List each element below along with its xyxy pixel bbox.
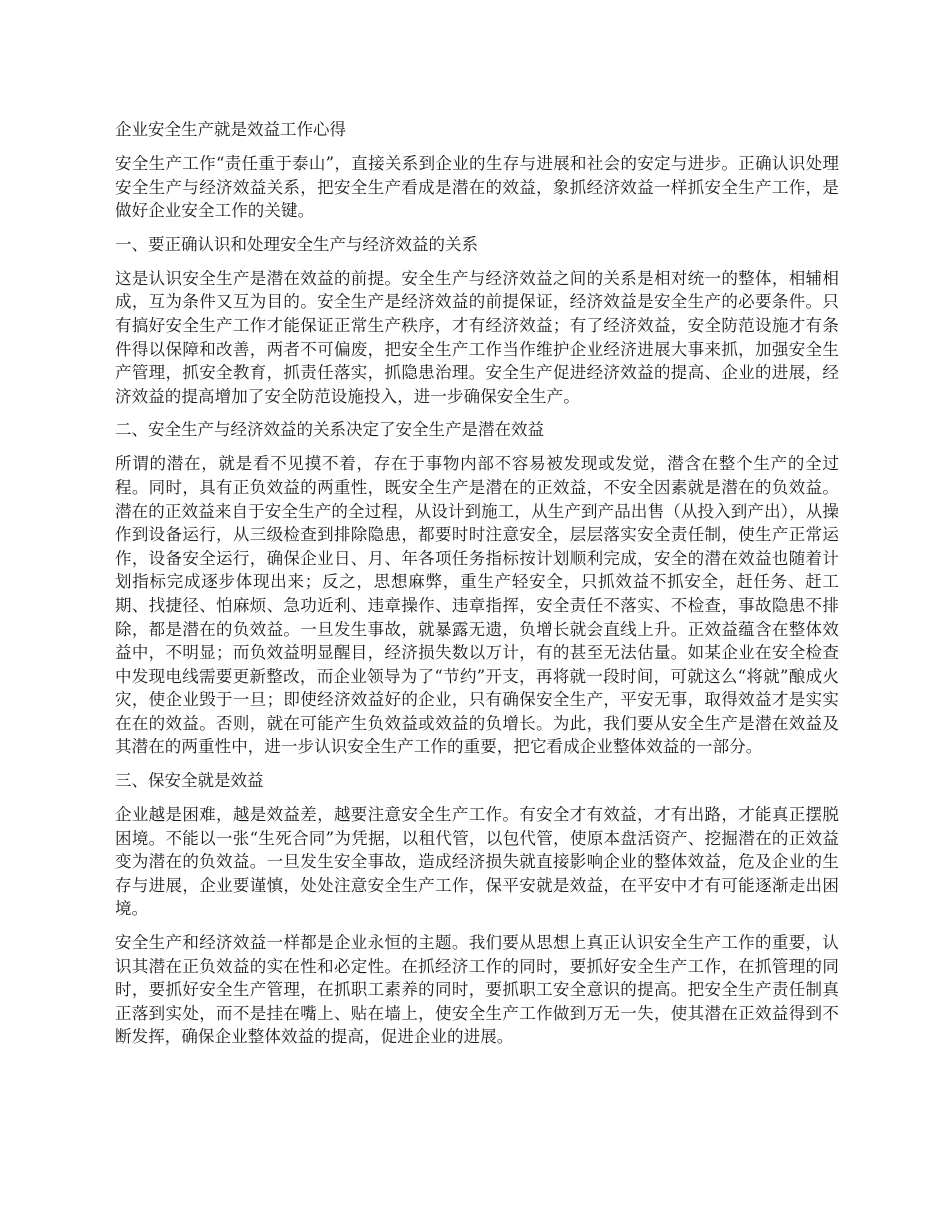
closing-paragraph: 安全生产和经济效益一样都是企业永恒的主题。我们要从思想上真正认识安全生产工作的重要，认识其潜在正负效益的实在性和必定性。在抓经济工作的同时，要抓好安全生产工作，在抓管理的同时，要抓好安全生产管理，在抓职工素养的同时，要抓职工安全意识的提高。把安全生产责任制真正落到实处，而不是挂在嘴上、贴在墙上，使安全生产工作做到万无一失，使其潜在正效益得到不断发挥，确保企业整体效益的提高，促进企业的进展。 bbox=[115, 933, 839, 1047]
section-heading: 二、安全生产与经济效益的关系决定了安全生产是潜在效益 bbox=[115, 420, 544, 440]
section-heading: 三、保安全就是效益 bbox=[115, 771, 264, 791]
section-1 bbox=[115, 233, 839, 409]
intro-paragraph: 安全生产工作“责任重于泰山”，直接关系到企业的生存与进展和社会的安定与进步。正确认识处理安全生产与经济效益关系，把安全生产看成是潜在的效益，象抓经济效益一样抓安全生产工作，是做好企业安全工作的关键。 bbox=[115, 154, 839, 221]
section-paragraph: 这是认识安全生产是潜在效益的前提。安全生产与经济效益之间的关系是相对统一的整体，相辅相成，互为条件又互为目的。安全生产是经济效益的前提保证，经济效益是安全生产的必要条件。只有搞好安全生产工作才能保证正常生产秩序，才有经济效益；有了经济效益，安全防范设施才有条件得以保障和改善，两者不可偏废，把安全生产工作当作维护企业经济进展大事来抓，加强安全生产管理，抓安全教育，抓责任落实，抓隐患治理。安全生产促进经济效益的提高、企业的进展，经济效益的提高增加了安全防范设施投入，进一步确保安全生产。 bbox=[115, 268, 839, 406]
section-paragraph: 企业越是困难，越是效益差，越要注意安全生产工作。有安全才有效益，才有出路，才能真正摆脱困境。不能以一张“生死合同”为凭据，以租代管，以包代管，使原本盘活资产、挖掘潜在的正效益变为潜在的负效益。一旦发生安全事故，造成经济损失就直接影响企业的整体效益，危及企业的生存与进展，企业要谨慎，处处注意安全生产工作，保平安就是效益，在平安中才有可能逐渐走出困境。 bbox=[115, 805, 839, 919]
section-paragraph: 所谓的潜在，就是看不见摸不着，存在于事物内部不容易被发现或发觉，潜含在整个生产的全过程。同时，具有正负效益的两重性，既安全生产是潜在的正效益，不安全因素就是潜在的负效益。潜在的正效益来自于安全生产的全过程，从设计到施工，从生产到产品出售（从投入到产出），从操作到设备运行，从三级检查到排除隐患，都要时时注意安全，层层落实安全责任制，使生产正常运作，设备安全运行，确保企业日、月、年各项任务指标按计划顺利完成，安全的潜在效益也随着计划指标完成逐步体现出来；反之，思想麻弊，重生产轻安全，只抓效益不抓安全，赶任务、赶工期、找捷径、怕麻烦、急功近利、违章操作、违章指挥，安全责任不落实、不检查，事故隐患不排除，都是潜在的负效益。一旦发生事故，就暴露无遗，负增长就会直线上升。正效益蕴含在整体效益中，不明显；而负效益明显醒目，经济损失数以万计，有的甚至无法估量。如某企业在安全检查中发现电线需要更新整改，而企业领导为了“节约”开支，再将就一段时间，可就这么“将就”酿成火灾，使企业毁于一旦；即使经济效益好的企业，只有确保安全生产，平安无事，取得效益才是实实在在的效益。否则，就在可能产生负效益或效益的负增长。为此，我们要从安全生产是潜在效益及其潜在的两重性中，进一步认识安全生产工作的重要，把它看成企业整体效益的一部分。 bbox=[115, 454, 839, 757]
document-title: 企业安全生产就是效益工作心得 bbox=[115, 120, 346, 139]
document-page bbox=[115, 118, 839, 1059]
section-heading: 一、要正确认识和处理安全生产与经济效益的关系 bbox=[115, 234, 478, 254]
section-2 bbox=[115, 418, 839, 759]
section-3 bbox=[115, 769, 839, 1049]
